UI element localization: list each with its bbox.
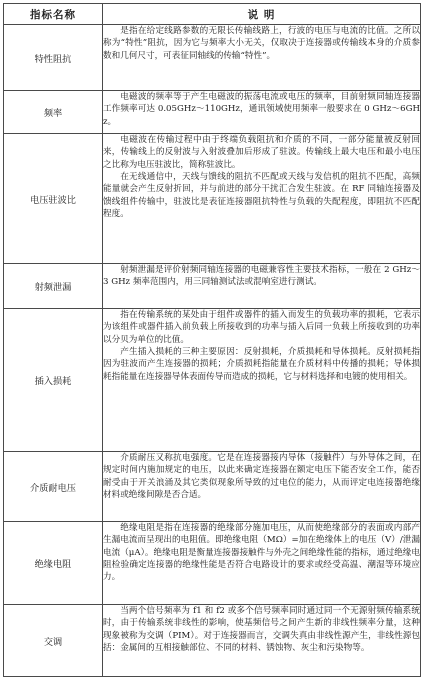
row-description-cell bbox=[103, 309, 421, 452]
row-name-cell: 电压驻波比 bbox=[4, 134, 103, 264]
row-name-cell: 插入损耗 bbox=[4, 309, 103, 452]
description-paragraph: 介质耐压又称抗电强度。它是在连接器接内导体（接触件）与外导体之间，在规定时间内施加规定的电压，以此来确定连接器在额定电压下能否安全工作，能否耐受由于开关浪涌及其它类似现象所导致的过电位的能力，从而评定电连接器绝缘材料或绝缘间隙是否合适。 bbox=[103, 453, 420, 501]
table-row bbox=[4, 522, 421, 605]
table-row bbox=[4, 452, 421, 522]
description-paragraph: 指在传输系统的某处由于组件或器件的插入而发生的负载功率的损耗，它表示为该组件或器件插入前负载上所接收到的功率与插入后同一负载上所接收到的功率以分贝为单位的比值。 bbox=[103, 310, 420, 345]
header-name: 指标名称 bbox=[4, 4, 103, 25]
description-paragraph: 当两个信号频率为 f1 和 f2 或多个信号频率同时通过同一个无源射频传输系统时，由于传输系统非线性的影响，使基频信号之间产生新的非线性频率分量，这种现象被称为交调（PIM）。对于连接器而言，交调失真由非线性源产生，非线性源包括：金属间的互相接触部位、不同的材料、锈蚀物、灰尘和污染物等。 bbox=[103, 606, 420, 654]
row-name-cell: 射频泄漏 bbox=[4, 264, 103, 309]
spec-table bbox=[3, 3, 421, 677]
description-paragraph: 射频泄漏是评价射频同轴连接器的电磁兼容性主要技术指标，一般在 2 GHz～3 GHz 频率范围内，用三同轴测试法或混响室进行测试。 bbox=[103, 265, 420, 288]
row-description-cell bbox=[103, 25, 421, 91]
table-row bbox=[4, 309, 421, 452]
row-description-cell bbox=[103, 134, 421, 264]
description-paragraph: 电磁波的频率等于产生电磁波的振荡电流或电压的频率，目前射频同轴连接器工作频率可达 0.05GHz～110GHz，通讯领域使用频率一般要求在 0 GHz～6GHz。 bbox=[103, 92, 420, 127]
row-description-cell bbox=[103, 91, 421, 134]
row-description-cell bbox=[103, 264, 421, 309]
table-row bbox=[4, 91, 421, 134]
description-paragraph: 在无线通信中，天线与馈线的阻抗不匹配或天线与发信机的阻抗不匹配，高频能量就会产生反射折回，并与前进的部分干扰汇合发生驻波。在 RF 同轴连接器及馈线组件传输中，驻波比是表征连接器阻抗特性与负载的失配程度，即阻抗不匹配程度。 bbox=[103, 172, 420, 220]
table-row bbox=[4, 25, 421, 91]
row-name-cell: 介质耐电压 bbox=[4, 452, 103, 522]
row-name-cell: 频率 bbox=[4, 91, 103, 134]
row-name-cell: 交调 bbox=[4, 605, 103, 677]
row-description-cell bbox=[103, 452, 421, 522]
table-row bbox=[4, 264, 421, 309]
row-name-cell: 特性阻抗 bbox=[4, 25, 103, 91]
description-paragraph: 电磁波在传输过程中由于终端负载阻抗和介质的不同，一部分能量被反射回来，传输线上的反射波与入射波叠加后形成了驻波。传输线上最大电压和最小电压之比称为电压驻波比，简称驻波比。 bbox=[103, 135, 420, 170]
header-description: 说 明 bbox=[103, 4, 421, 25]
description-paragraph: 绝缘电阻是指在连接器的绝缘部分施加电压，从而使绝缘部分的表面或内部产生漏电流而呈现出的电阻值。即绝缘电阻（MΩ）=加在绝缘体上的电压（V）/泄漏电流（μA）。绝缘电阻是衡量连接器接触件与外壳之间绝缘性能的指标，通过绝缘电阻检验确定连接器的绝缘性能是否符合电路设计的要求或经受高温、潮湿等环境应力。 bbox=[103, 523, 420, 583]
row-description-cell bbox=[103, 522, 421, 605]
description-paragraph: 是指在给定线路参数的无限长传输线路上，行波的电压与电流的比值。之所以称为“特性”阻抗，因为它与频率大小无关，仅取决于连接器或传输线本身的介质参数和几何尺寸，可表征同轴线的传输“特性”。 bbox=[103, 26, 420, 61]
table-row bbox=[4, 134, 421, 264]
description-paragraph: 产生插入损耗的三种主要原因：反射损耗，介质损耗和导体损耗。反射损耗指因为驻波而产生连接器的损耗；介质损耗指能量在介质材料中传播的损耗；导体损耗指能量在连接器导体表面传导而造成的损耗，它与材料选择和电镀的使用相关。 bbox=[103, 347, 420, 382]
table-header-row bbox=[4, 4, 421, 25]
row-name-cell: 绝缘电阻 bbox=[4, 522, 103, 605]
